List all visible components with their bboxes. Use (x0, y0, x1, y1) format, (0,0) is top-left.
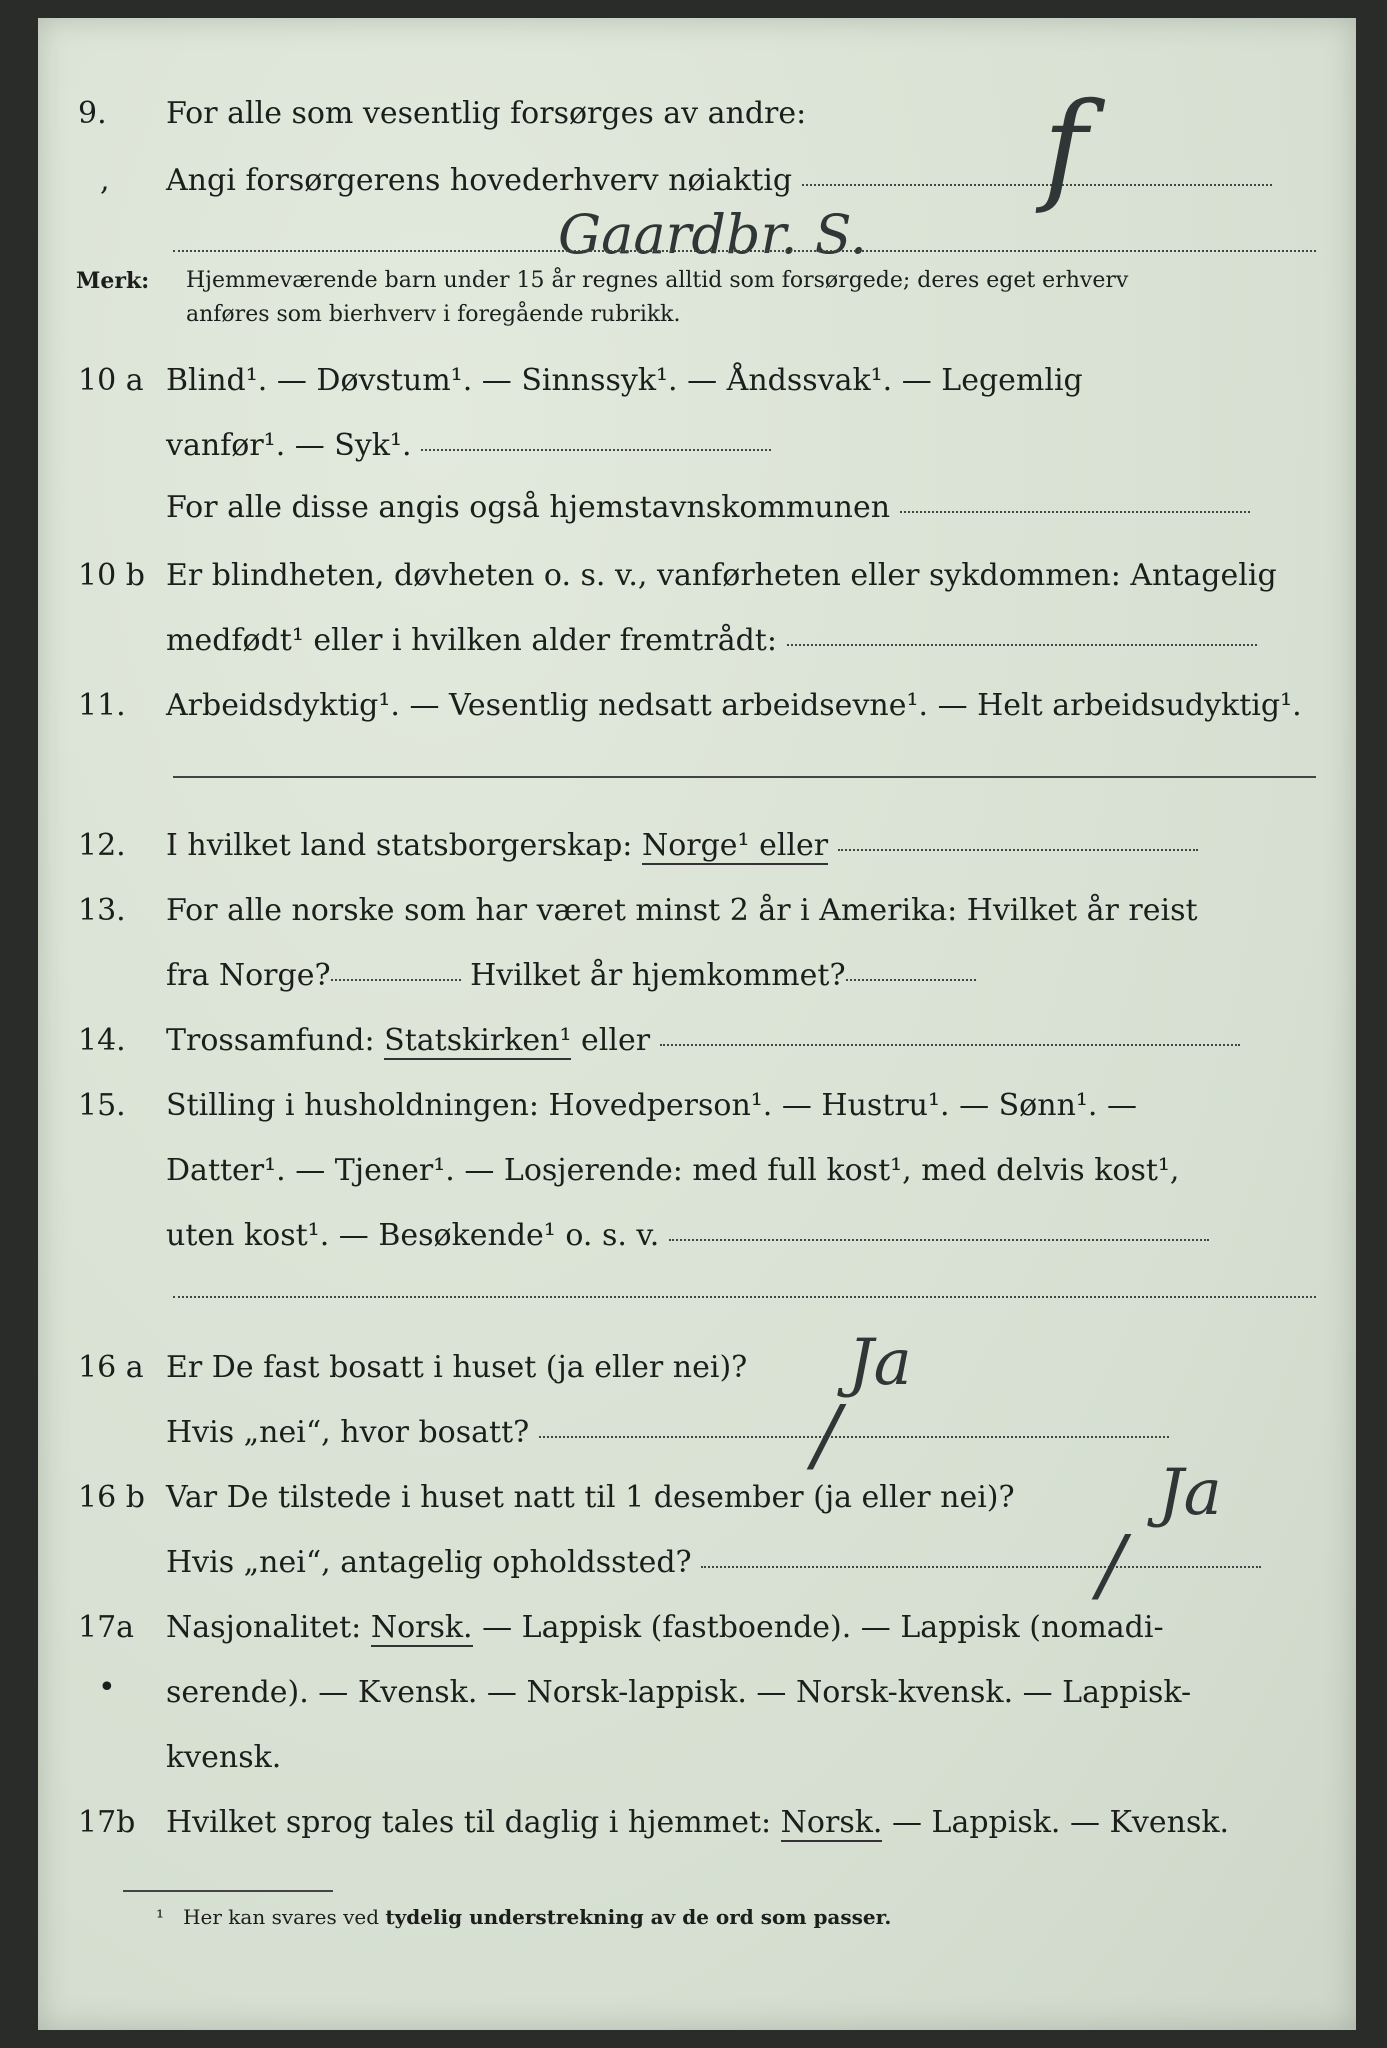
q15-line3-text: uten kost¹. — Besøkende¹ o. s. v. (166, 1218, 660, 1253)
q14-statskirken-underlined: Statskirken¹ (384, 1023, 572, 1058)
q17b-label: Hvilket sprog tales til daglig i hjemmet: (166, 1805, 772, 1840)
q17b-line1 (166, 1805, 1316, 1840)
q10b-answer-field[interactable] (787, 638, 1257, 646)
q16a-line2 (166, 1415, 1316, 1450)
q17a-number: 17a (78, 1610, 135, 1645)
q15-line1: Stilling i husholdningen: Hovedperson¹. — Hustru¹. — Sønn¹. — (166, 1088, 1137, 1123)
footnote-mark: ¹ (156, 1905, 165, 1929)
q10a-line1: Blind¹. — Døvstum¹. — Sinnssyk¹. — Åndssvak¹. — Legemlig (166, 363, 1083, 398)
q10a-line2 (166, 428, 1316, 463)
q16b-handwriting-ja: Ja (1158, 1456, 1222, 1530)
q15-line3 (166, 1218, 1316, 1253)
q16a-line1: Er De fast bosatt i huset (ja eller nei)? (166, 1350, 748, 1385)
q12-norge-underlined: Norge¹ eller (641, 828, 829, 863)
dot-mark: • (98, 1670, 116, 1705)
q13-number: 13. (78, 893, 126, 928)
merk-line2: anføres som bierhverv i foregående rubrikk. (186, 302, 681, 327)
q9-handwriting-1: f (1043, 78, 1088, 217)
q9-number: 9. (78, 96, 107, 131)
q16b-line2 (166, 1545, 1316, 1580)
q13-return-field[interactable] (846, 973, 976, 981)
q16a-line2-text: Hvis „nei“, hvor bosatt? (166, 1415, 530, 1450)
q9-handwriting-2: Gaardbr. S. (558, 203, 867, 266)
q13-line2 (166, 958, 1316, 993)
q10a-line2-text: vanfør¹. — Syk¹. (166, 428, 412, 463)
q9-line2-text: Angi forsørgerens hovederhverv nøiaktig (166, 163, 793, 198)
tick-mark: , (100, 163, 110, 198)
q17a-line1 (166, 1610, 1316, 1645)
footnote-text: Her kan svares ved (183, 1905, 380, 1929)
q9-line1: For alle som vesentlig forsørges av andre: (166, 96, 807, 131)
census-form-page (38, 18, 1356, 2030)
q17a-norsk-underlined: Norsk. (370, 1610, 473, 1645)
q15-rule (173, 1296, 1316, 1298)
q13-return-text: Hvilket år hjemkommet? (470, 958, 846, 993)
q16b-answer-field[interactable] (701, 1560, 1261, 1568)
q17a-options: — Lappisk (fastboende). — Lappisk (nomadi- (482, 1610, 1164, 1645)
q15-answer-field[interactable] (669, 1233, 1209, 1241)
q14-number: 14. (78, 1023, 126, 1058)
footnote (156, 1905, 891, 1929)
q14-line1 (166, 1023, 1316, 1058)
q13-from-text: fra Norge? (166, 958, 331, 993)
q9-rule (173, 250, 1316, 252)
q16a-number: 16 a (78, 1350, 144, 1385)
q12-line1 (166, 828, 1316, 863)
q17a-line3: kvensk. (166, 1740, 282, 1775)
q14-answer-field[interactable] (660, 1038, 1240, 1046)
q10b-line1: Er blindheten, døvheten o. s. v., vanførheten eller sykdommen: Antagelig (166, 558, 1277, 593)
q10b-line2-text: medfødt¹ eller i hvilken alder fremtrådt: (166, 623, 777, 658)
q16b-line2-text: Hvis „nei“, antagelig opholdssted? (166, 1545, 692, 1580)
q10b-line2 (166, 623, 1316, 658)
q16b-handwriting-stroke: / (1098, 1518, 1125, 1611)
q13-from-field[interactable] (331, 973, 461, 981)
q12-text: I hvilket land statsborgerskap: (166, 828, 633, 863)
q10a-answer-field[interactable] (421, 443, 771, 451)
q16b-line1: Var De tilstede i huset natt til 1 desember (ja eller nei)? (166, 1480, 1015, 1515)
q15-number: 15. (78, 1088, 126, 1123)
q10a-line3-text: For alle disse angis også hjemstavnskommunen (166, 490, 891, 525)
q14-label: Trossamfund: (166, 1023, 375, 1058)
q10a-line3 (166, 490, 1316, 525)
q14-eller: eller (581, 1023, 651, 1058)
q12-answer-field[interactable] (838, 843, 1198, 851)
q17b-norsk-underlined: Norsk. (780, 1805, 883, 1840)
q17b-options: — Lappisk. — Kvensk. (891, 1805, 1230, 1840)
q17b-number: 17b (78, 1805, 136, 1840)
q16b-number: 16 b (78, 1480, 145, 1515)
q13-line1: For alle norske som har været minst 2 år i Amerika: Hvilket år reist (166, 893, 1198, 928)
q9-answer-field[interactable] (802, 178, 1272, 186)
q12-number: 12. (78, 828, 126, 863)
merk-line1: Hjemmeværende barn under 15 år regnes alltid som forsørgede; deres eget erhverv (186, 268, 1129, 293)
q16a-handwriting-stroke: / (813, 1388, 840, 1481)
q11-number: 11. (78, 688, 126, 723)
q11-line1: Arbeidsdyktig¹. — Vesentlig nedsatt arbeidsevne¹. — Helt arbeidsudyktig¹. (166, 688, 1302, 723)
q17a-line2: serende). — Kvensk. — Norsk-lappisk. — Norsk-kvensk. — Lappisk- (166, 1675, 1192, 1710)
q9-line2 (166, 163, 1316, 198)
q16a-answer-field[interactable] (539, 1430, 1169, 1438)
footnote-bold-text: tydelig understrekning av de ord som passer. (385, 1905, 892, 1929)
q11-rule (173, 776, 1316, 778)
q10a-home-field[interactable] (900, 505, 1250, 513)
q17a-label: Nasjonalitet: (166, 1610, 362, 1645)
q15-line2: Datter¹. — Tjener¹. — Losjerende: med full kost¹, med delvis kost¹, (166, 1153, 1180, 1188)
q10b-number: 10 b (78, 558, 145, 593)
footnote-rule (123, 1890, 333, 1892)
q10a-number: 10 a (78, 363, 144, 398)
q16a-handwriting-ja: Ja (848, 1326, 912, 1400)
merk-label: Merk: (76, 268, 150, 294)
